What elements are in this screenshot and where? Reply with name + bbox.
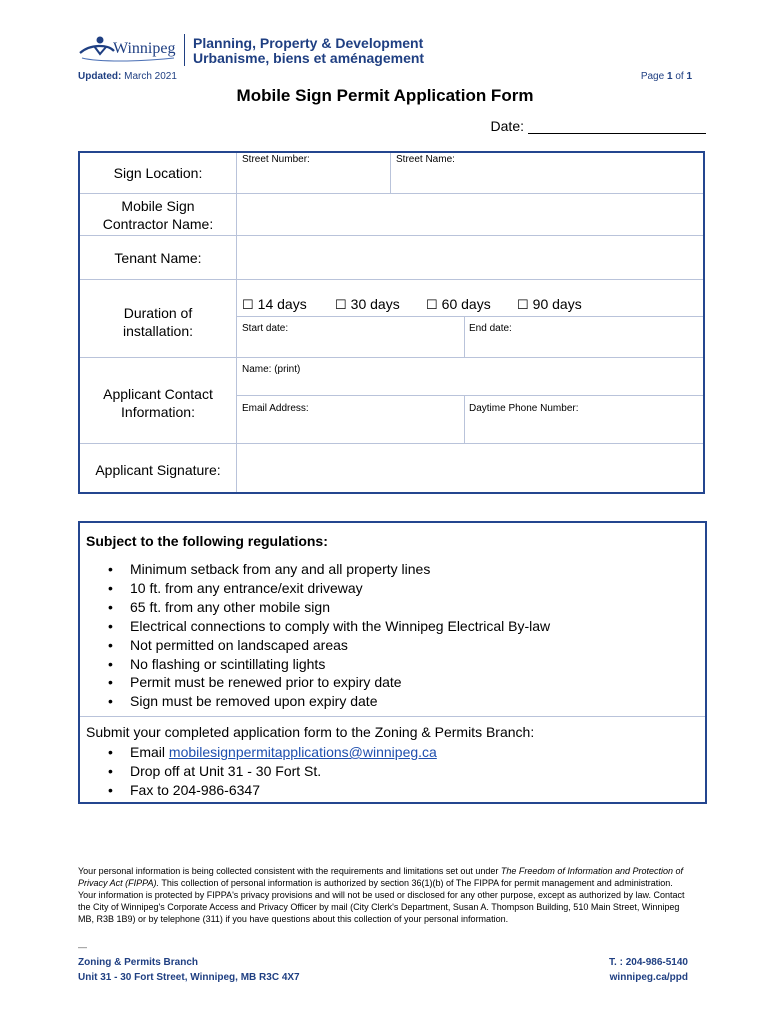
footer-phone: T. : 204-986-5140 [609,957,688,968]
page-label: Page [640,71,665,82]
page-total: 1 [686,71,692,82]
department-name-english: Planning, Property & Development [193,35,424,51]
page-title: Mobile Sign Permit Application Form [236,86,534,105]
duration-option-label: 30 days [350,296,400,312]
tenant-name-label: Tenant Name: [114,250,202,266]
contractor-name-input[interactable] [237,194,703,235]
regulation-item: • Not permitted on landscaped areas [108,636,550,655]
street-number-field[interactable]: Street Number: [242,154,310,165]
applicant-contact-label [80,385,236,421]
privacy-statement [78,866,686,926]
row-divider [236,395,703,396]
date-field[interactable] [491,118,706,134]
duration-label-line1: Duration of [123,305,193,321]
privacy-act-name: The Freedom of Information and Protection of Privacy Act (FIPPA). [78,866,684,888]
regulation-item: • 65 ft. from any other mobile sign [108,598,550,617]
start-date-field[interactable]: Start date: [242,323,289,334]
regulations-divider [80,716,705,717]
footer-branch-name: Zoning & Permits Branch [78,957,199,968]
privacy-part2: This collection of personal information is authorized by section 36(1)(b) of The FIPPA for permit management and administration. Your information is protected by FIPPA's privacy provisions and will not be used or disclosed for any other purpose, except as authorized by law. Contact the City of Winnipeg's Corporate Access and Privacy Officer by mail (City Clerk's Department, Susan A. Thompson Building, 510 Main Street, Winnipeg MB, R3B 1B9) or by telephone (311) if you have questions about this collection of your personal information. [78,877,685,924]
email-prefix: Email [130,744,166,760]
page-number [641,71,692,82]
submit-email-item [108,743,437,762]
duration-label-line2: installation: [122,323,194,339]
duration-90-days-checkbox[interactable] [517,296,582,313]
regulation-item: • Sign must be removed upon expiry date [108,692,550,711]
privacy-part1: Your personal information is being collected consistent with the requirements and limitations set out under [78,866,501,876]
updated-label: Updated: [78,71,122,82]
applicant-contact-label-line2: Information: [121,404,195,420]
street-name-field[interactable]: Street Name: [396,154,455,165]
applicant-signature-label: Applicant Signature: [95,462,221,478]
column-divider [464,316,465,357]
submit-methods-list [108,743,437,800]
regulations-heading: Subject to the following regulations: [86,533,328,549]
page-current: 1 [666,71,673,82]
regulation-item: • 10 ft. from any entrance/exit driveway [108,579,550,598]
duration-option-label: 14 days [257,296,307,312]
page-of: of [675,71,684,82]
applicant-name-field[interactable]: Name: (print) [242,364,301,375]
date-input-line[interactable] [528,119,706,134]
duration-label [80,304,236,340]
column-divider [464,395,465,443]
regulation-item: • Electrical connections to comply with the Winnipeg Electrical By-law [108,617,550,636]
footer-address: Unit 31 - 30 Fort Street, Winnipeg, MB R3C 4X7 [78,972,300,983]
winnipeg-logo-text: Winnipeg [113,40,176,57]
submit-fax-item: • Fax to 204-986-6347 [108,781,437,800]
contractor-label-line2: Contractor Name: [102,216,214,232]
tenant-name-input[interactable] [237,236,703,279]
checkbox-icon: ☐ [242,297,254,312]
submission-email-link[interactable]: mobilesignpermitapplications@winnipeg.ca [168,744,437,760]
column-divider [390,153,391,193]
footer-dash: — [78,942,87,952]
regulation-item: • Permit must be renewed prior to expiry date [108,673,550,692]
logo-figure-head [97,37,104,44]
checkbox-icon: ☐ [335,297,347,312]
duration-option-label: 90 days [532,296,582,312]
header-divider [184,34,185,66]
row-divider [80,279,703,280]
regulations-list [108,560,550,711]
row-divider [236,316,703,317]
signature-input-area[interactable] [237,444,703,492]
duration-30-days-checkbox[interactable] [335,296,400,313]
duration-option-label: 60 days [441,296,491,312]
updated-date [78,71,177,82]
email-address-field[interactable]: Email Address: [242,403,309,414]
duration-14-days-checkbox[interactable] [242,296,307,313]
end-date-field[interactable]: End date: [469,323,512,334]
duration-60-days-checkbox[interactable] [426,296,491,313]
application-form-table [78,151,705,494]
updated-value: March 2021 [124,71,177,82]
sign-location-label: Sign Location: [113,165,203,181]
applicant-contact-label-line1: Applicant Contact [103,386,213,402]
logo-underline [82,58,174,61]
date-label: Date: [490,118,524,134]
department-name-french: Urbanisme, biens et aménagement [193,50,425,66]
regulation-item: • Minimum setback from any and all property lines [108,560,550,579]
contractor-label-line1: Mobile Sign [121,198,195,214]
footer-website-link[interactable]: winnipeg.ca/ppd [609,972,688,983]
contractor-name-label [80,197,236,233]
checkbox-icon: ☐ [517,297,529,312]
daytime-phone-field[interactable]: Daytime Phone Number: [469,403,579,414]
submit-instructions-heading: Submit your completed application form to the Zoning & Permits Branch: [86,724,535,740]
regulation-item: • No flashing or scintillating lights [108,655,550,674]
checkbox-icon: ☐ [426,297,438,312]
submit-dropoff-item: • Drop off at Unit 31 - 30 Fort St. [108,762,437,781]
row-divider [80,357,703,358]
regulations-box [78,521,707,804]
